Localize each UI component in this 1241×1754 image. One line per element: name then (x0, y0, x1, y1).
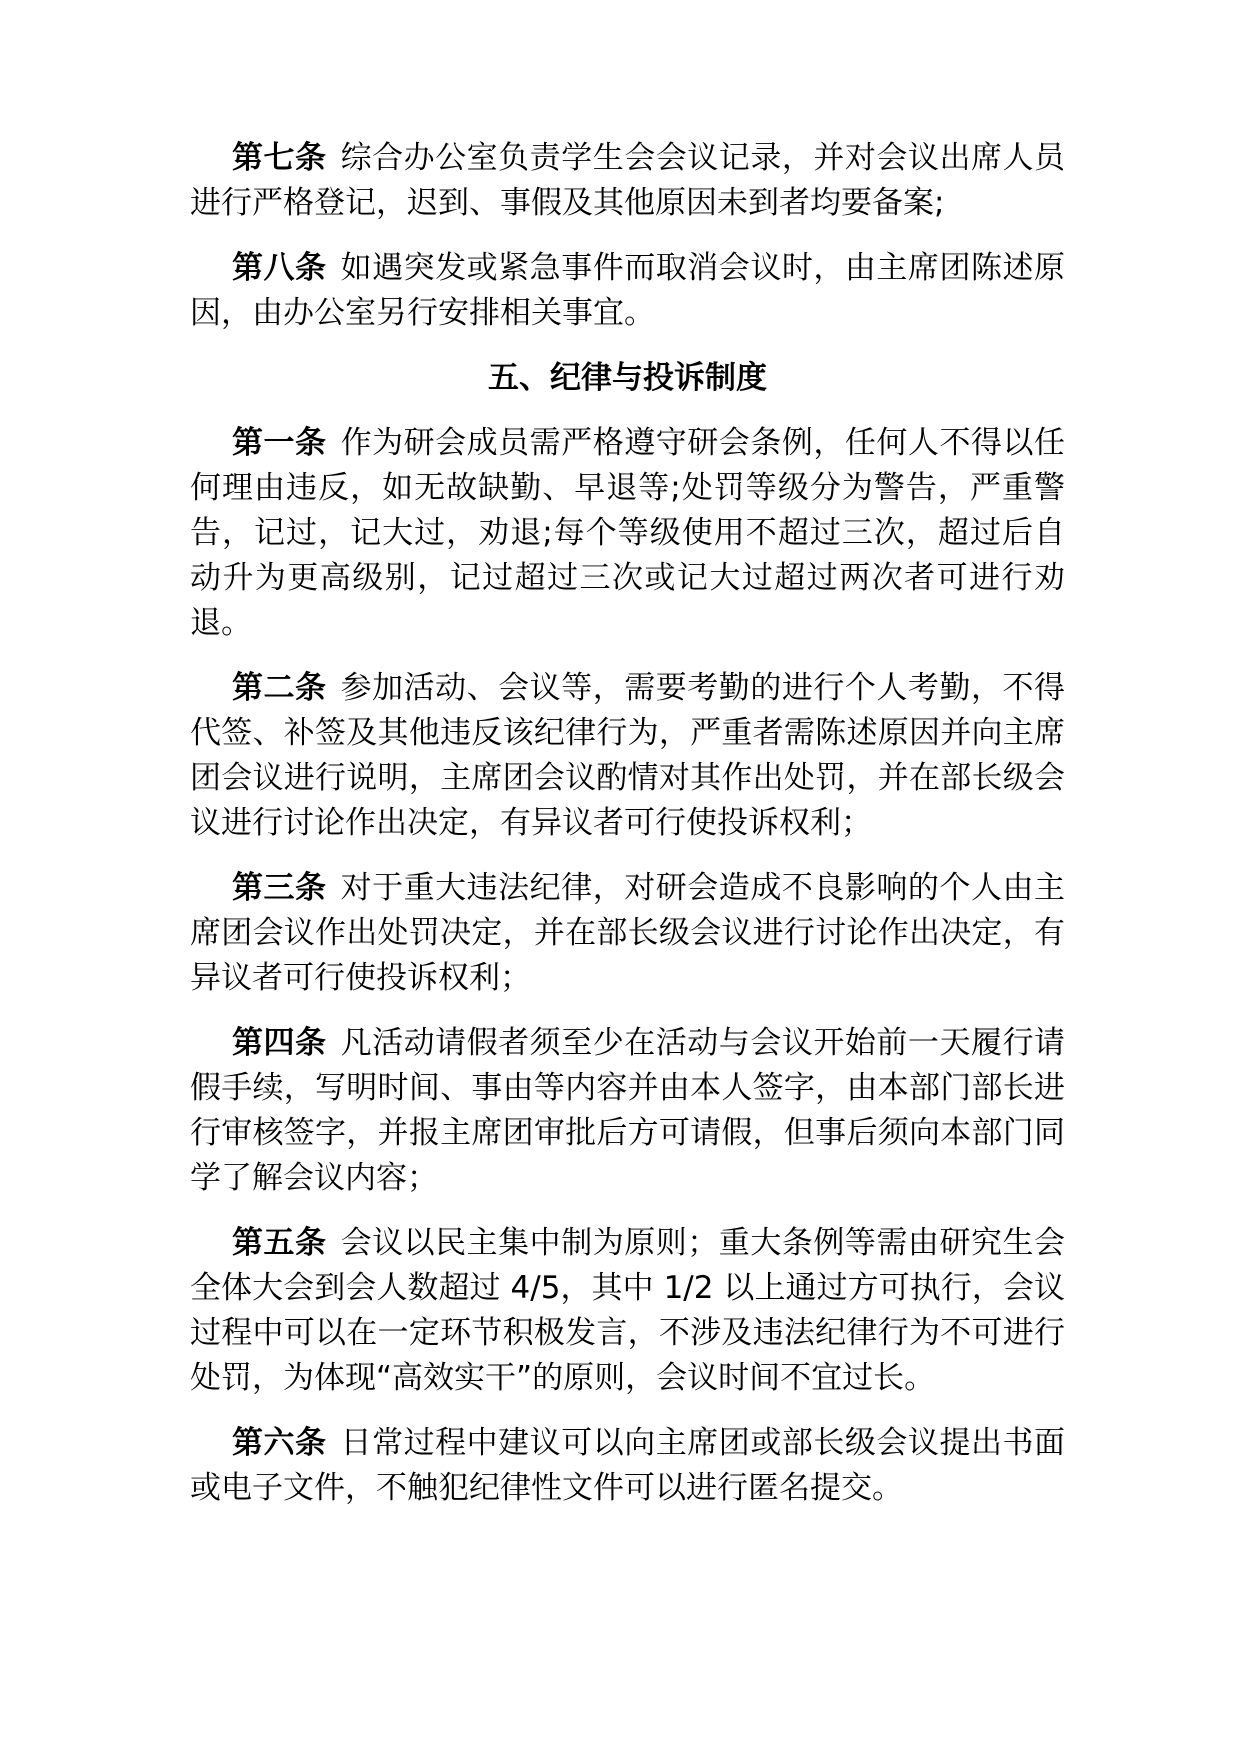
article-number: 第一条 (232, 425, 327, 461)
article-number: 第二条 (232, 670, 327, 706)
article-paragraph (190, 866, 1065, 1001)
article-paragraph (190, 1421, 1065, 1511)
article-number: 第七条 (232, 140, 327, 176)
article-paragraph (190, 1021, 1065, 1201)
article-paragraph (190, 246, 1065, 336)
article-text: 凡活动请假者须至少在活动与会议开始前一天履行请假手续，写明时间、事由等内容并由本人签字，由本部门部长进行审核签字，并报主席团审批后方可请假，但事后须向本部门同学了解会议内容； (190, 1025, 1066, 1196)
article-paragraph (190, 136, 1065, 226)
article-text: 参加活动、会议等，需要考勤的进行个人考勤，不得代签、补签及其他违反该纪律行为，严重者需陈述原因并向主席团会议进行说明，主席团会议酌情对其作出处罚，并在部长级会议进行讨论作出决定，有异议者可行使投诉权利； (190, 670, 1066, 841)
article-paragraph (190, 421, 1065, 646)
article-paragraph (190, 666, 1065, 846)
article-text: 如遇突发或紧急事件而取消会议时，由主席团陈述原因，由办公室另行安排相关事宜。 (190, 250, 1066, 331)
article-text: 对于重大违法纪律，对研会造成不良影响的个人由主席团会议作出处罚决定，并在部长级会议进行讨论作出决定，有异议者可行使投诉权利； (190, 870, 1066, 996)
article-text: 作为研会成员需严格遵守研会条例，任何人不得以任何理由违反，如无故缺勤、早退等;处罚等级分为警告，严重警告，记过，记大过，劝退;每个等级使用不超过三次，超过后自动升为更高级别，记过超过三次或记大过超过两次者可进行劝退。 (190, 425, 1066, 641)
article-text: 会议以民主集中制为原则；重大条例等需由研究生会全体大会到会人数超过 4/5，其中 1/2 以上通过方可执行，会议过程中可以在一定环节积极发言，不涉及违法纪律行为不可进行处罚，为体现“高效实干”的原则，会议时间不宜过长。 (190, 1225, 1066, 1396)
article-text: 综合办公室负责学生会会议记录，并对会议出席人员进行严格登记，迟到、事假及其他原因未到者均要备案; (190, 140, 1066, 221)
article-number: 第四条 (232, 1025, 327, 1061)
article-text: 日常过程中建议可以向主席团或部长级会议提出书面或电子文件，不触犯纪律性文件可以进行匿名提交。 (190, 1425, 1066, 1506)
article-number: 第三条 (232, 870, 327, 906)
article-number: 第八条 (232, 250, 327, 286)
article-number: 第五条 (232, 1225, 327, 1261)
section-heading: 五、纪律与投诉制度 (488, 360, 767, 396)
document-page (190, 136, 1065, 1531)
article-paragraph (190, 1221, 1065, 1401)
article-number: 第六条 (232, 1425, 327, 1461)
